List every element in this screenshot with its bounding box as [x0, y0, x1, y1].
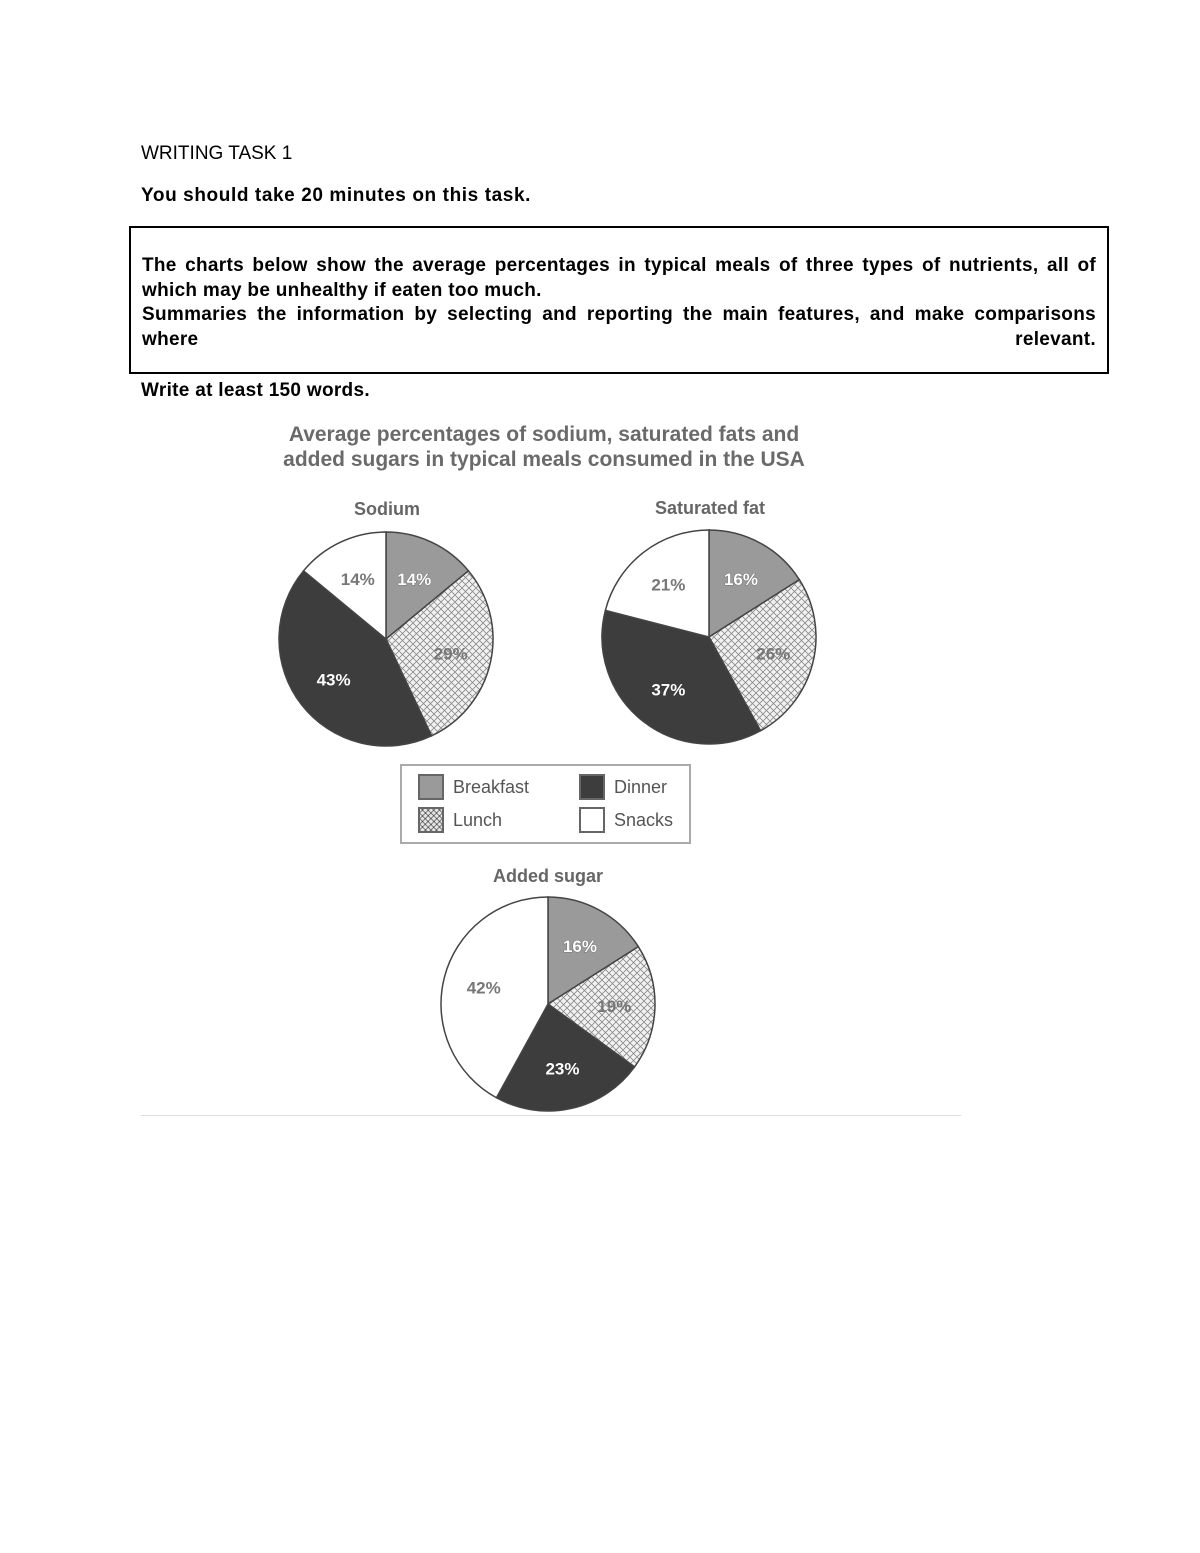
pie-label-sodium-lunch: 29% [433, 644, 468, 664]
pie-label-saturated-fat-lunch: 26% [756, 644, 791, 664]
pie-saturated-fat [602, 530, 816, 744]
legend-label-lunch: Lunch [453, 809, 503, 830]
figure-title-line-1: Average percentages of sodium, saturated fats and [288, 423, 800, 446]
prompt-text-2: Summaries the information by selecting and reporting the main features, and make comparisons where relevant. [142, 304, 1096, 350]
pie-label-sodium-breakfast: 14% [397, 569, 432, 589]
prompt-text-1: The charts below show the average percentages in typical meals of three types of nutrients, all of which may be unhealthy if eaten too much. [142, 255, 1096, 301]
legend [400, 764, 691, 844]
legend-item-dinner [579, 774, 667, 800]
legend-swatch-dinner [579, 774, 605, 800]
pie-label-added-sugar-dinner: 23% [545, 1059, 580, 1079]
legend-label-dinner: Dinner [614, 776, 668, 797]
pie-title-sodium: Sodium [354, 499, 420, 519]
legend-item-lunch [418, 807, 502, 833]
bottom-divider [141, 1115, 961, 1116]
pie-title-added-sugar: Added sugar [492, 866, 603, 886]
legend-label-snacks: Snacks [614, 809, 674, 830]
pie-label-sodium-dinner: 43% [316, 670, 351, 690]
pie-label-sodium-snacks: 14% [340, 569, 375, 589]
pie-label-saturated-fat-breakfast: 16% [723, 569, 758, 589]
pie-label-saturated-fat-snacks: 21% [651, 575, 686, 595]
pie-label-added-sugar-lunch: 19% [597, 997, 632, 1017]
legend-item-snacks [579, 807, 673, 833]
pie-label-added-sugar-breakfast: 16% [562, 936, 597, 956]
pie-sodium [279, 532, 493, 746]
task-title: WRITING TASK 1 [141, 143, 293, 164]
legend-swatch-lunch [418, 807, 444, 833]
legend-swatch-breakfast [418, 774, 444, 800]
legend-label-breakfast: Breakfast [453, 776, 530, 797]
pie-title-saturated-fat: Saturated fat [654, 498, 766, 518]
word-count-instruction: Write at least 150 words. [141, 380, 370, 401]
time-instruction: You should take 20 minutes on this task. [141, 185, 532, 206]
pie-label-saturated-fat-dinner: 37% [651, 680, 686, 700]
figure-title-line-2: added sugars in typical meals consumed in the USA [283, 448, 805, 471]
pie-label-added-sugar-snacks: 42% [466, 978, 501, 998]
legend-swatch-snacks [579, 807, 605, 833]
legend-item-breakfast [418, 774, 529, 800]
pie-added-sugar [441, 897, 655, 1111]
